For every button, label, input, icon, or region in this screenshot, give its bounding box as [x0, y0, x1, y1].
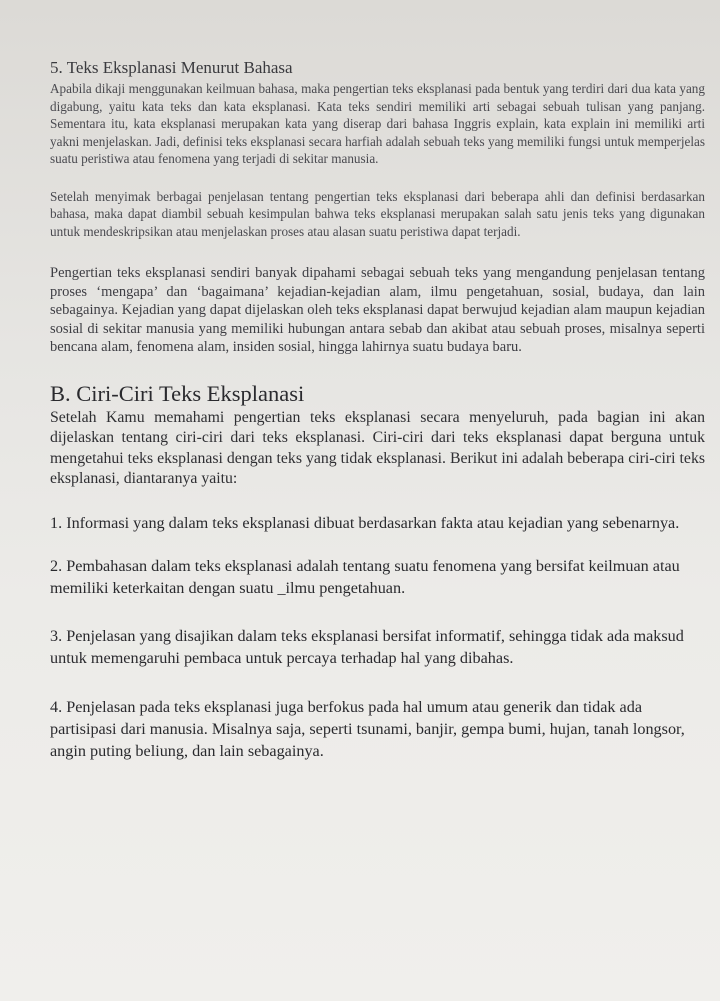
section-5-paragraph-2: Setelah menyimak berbagai penjelasan tentang pengertian teks eksplanasi dari beberapa ahli dan definisi berdasarkan bahasa, maka dapat diambil sebuah kesimpulan bahwa teks eksplanasi merupakan salah satu jenis teks yang digunakan untuk mendeskripsikan atau menjelaskan proses atau alasan suatu peristiwa dapat terjadi. — [50, 188, 705, 239]
section-b-intro: Setelah Kamu memahami pengertian teks eksplanasi secara menyeluruh, pada bagian ini akan dijelaskan tentang ciri-ciri dari teks eksplanasi. Ciri-ciri dari teks eksplanasi dapat berguna untuk mengetahui teks eksplanasi dengan teks yang tidak eksplanasi. Berikut ini adalah beberapa ciri-ciri teks eksplanasi, diantaranya yaitu: — [50, 408, 705, 487]
list-item-3: 3. Penjelasan yang disajikan dalam teks eksplanasi bersifat informatif, sehingga tidak ada maksud untuk memengaruhi pembaca untuk percaya terhadap hal yang dibahas. — [50, 626, 684, 667]
section-b-heading: B. Ciri-Ciri Teks Eksplanasi — [50, 380, 305, 406]
document-content — [50, 58, 705, 762]
list-item-4: 4. Penjelasan pada teks eksplanasi juga berfokus pada hal umum atau generik dan tidak ada partisipasi dari manusia. Misalnya saja, seperti tsunami, banjir, gempa bumi, hujan, tanah longsor, angin puting beliung, dan lain sebagainya. — [50, 697, 685, 760]
list-item-1: 1. Informasi yang dalam teks eksplanasi dibuat berdasarkan fakta atau kejadian yang sebenarnya. — [50, 513, 680, 532]
list-item-2: 2. Pembahasan dalam teks eksplanasi adalah tentang suatu fenomena yang bersifat keilmuan atau memiliki keterkaitan dengan suatu _ilmu pengetahuan. — [50, 556, 680, 597]
section-5-paragraph-1: Apabila dikaji menggunakan keilmuan bahasa, maka pengertian teks eksplanasi pada bentuk yang terdiri dari dua kata yang digabung, yaitu kata teks dan kata eksplanasi. Kata teks sendiri memiliki arti sebagai sebuah tulisan yang panjang. Sementara itu, kata eksplanasi merupakan kata yang diserap dari bahasa Inggris explain, kata explain ini memiliki arti yakni menjelaskan. Jadi, definisi teks eksplanasi secara harfiah adalah sebuah teks yang memiliki fungsi untuk memperjelas suatu peristiwa atau fenomena yang terjadi di sekitar manusia. — [50, 81, 705, 166]
section-5-paragraph-3: Pengertian teks eksplanasi sendiri banyak dipahami sebagai sebuah teks yang mengandung penjelasan tentang proses ‘mengapa’ dan ‘bagaimana’ kejadian-kejadian alam, ilmu pengetahuan, sosial, budaya, dan lain sebagainya. Kejadian yang dapat dijelaskan oleh teks eksplanasi dapat berwujud kejadian alam maupun kejadian sosial di sekitar manusia yang memiliki hubungan antara sebab dan akibat atau sebuah proses, misalnya seperti bencana alam, fenomena alam, insiden sosial, hingga lahirnya suatu budaya baru. — [50, 265, 705, 355]
section-5-heading: 5. Teks Eksplanasi Menurut Bahasa — [50, 58, 293, 77]
